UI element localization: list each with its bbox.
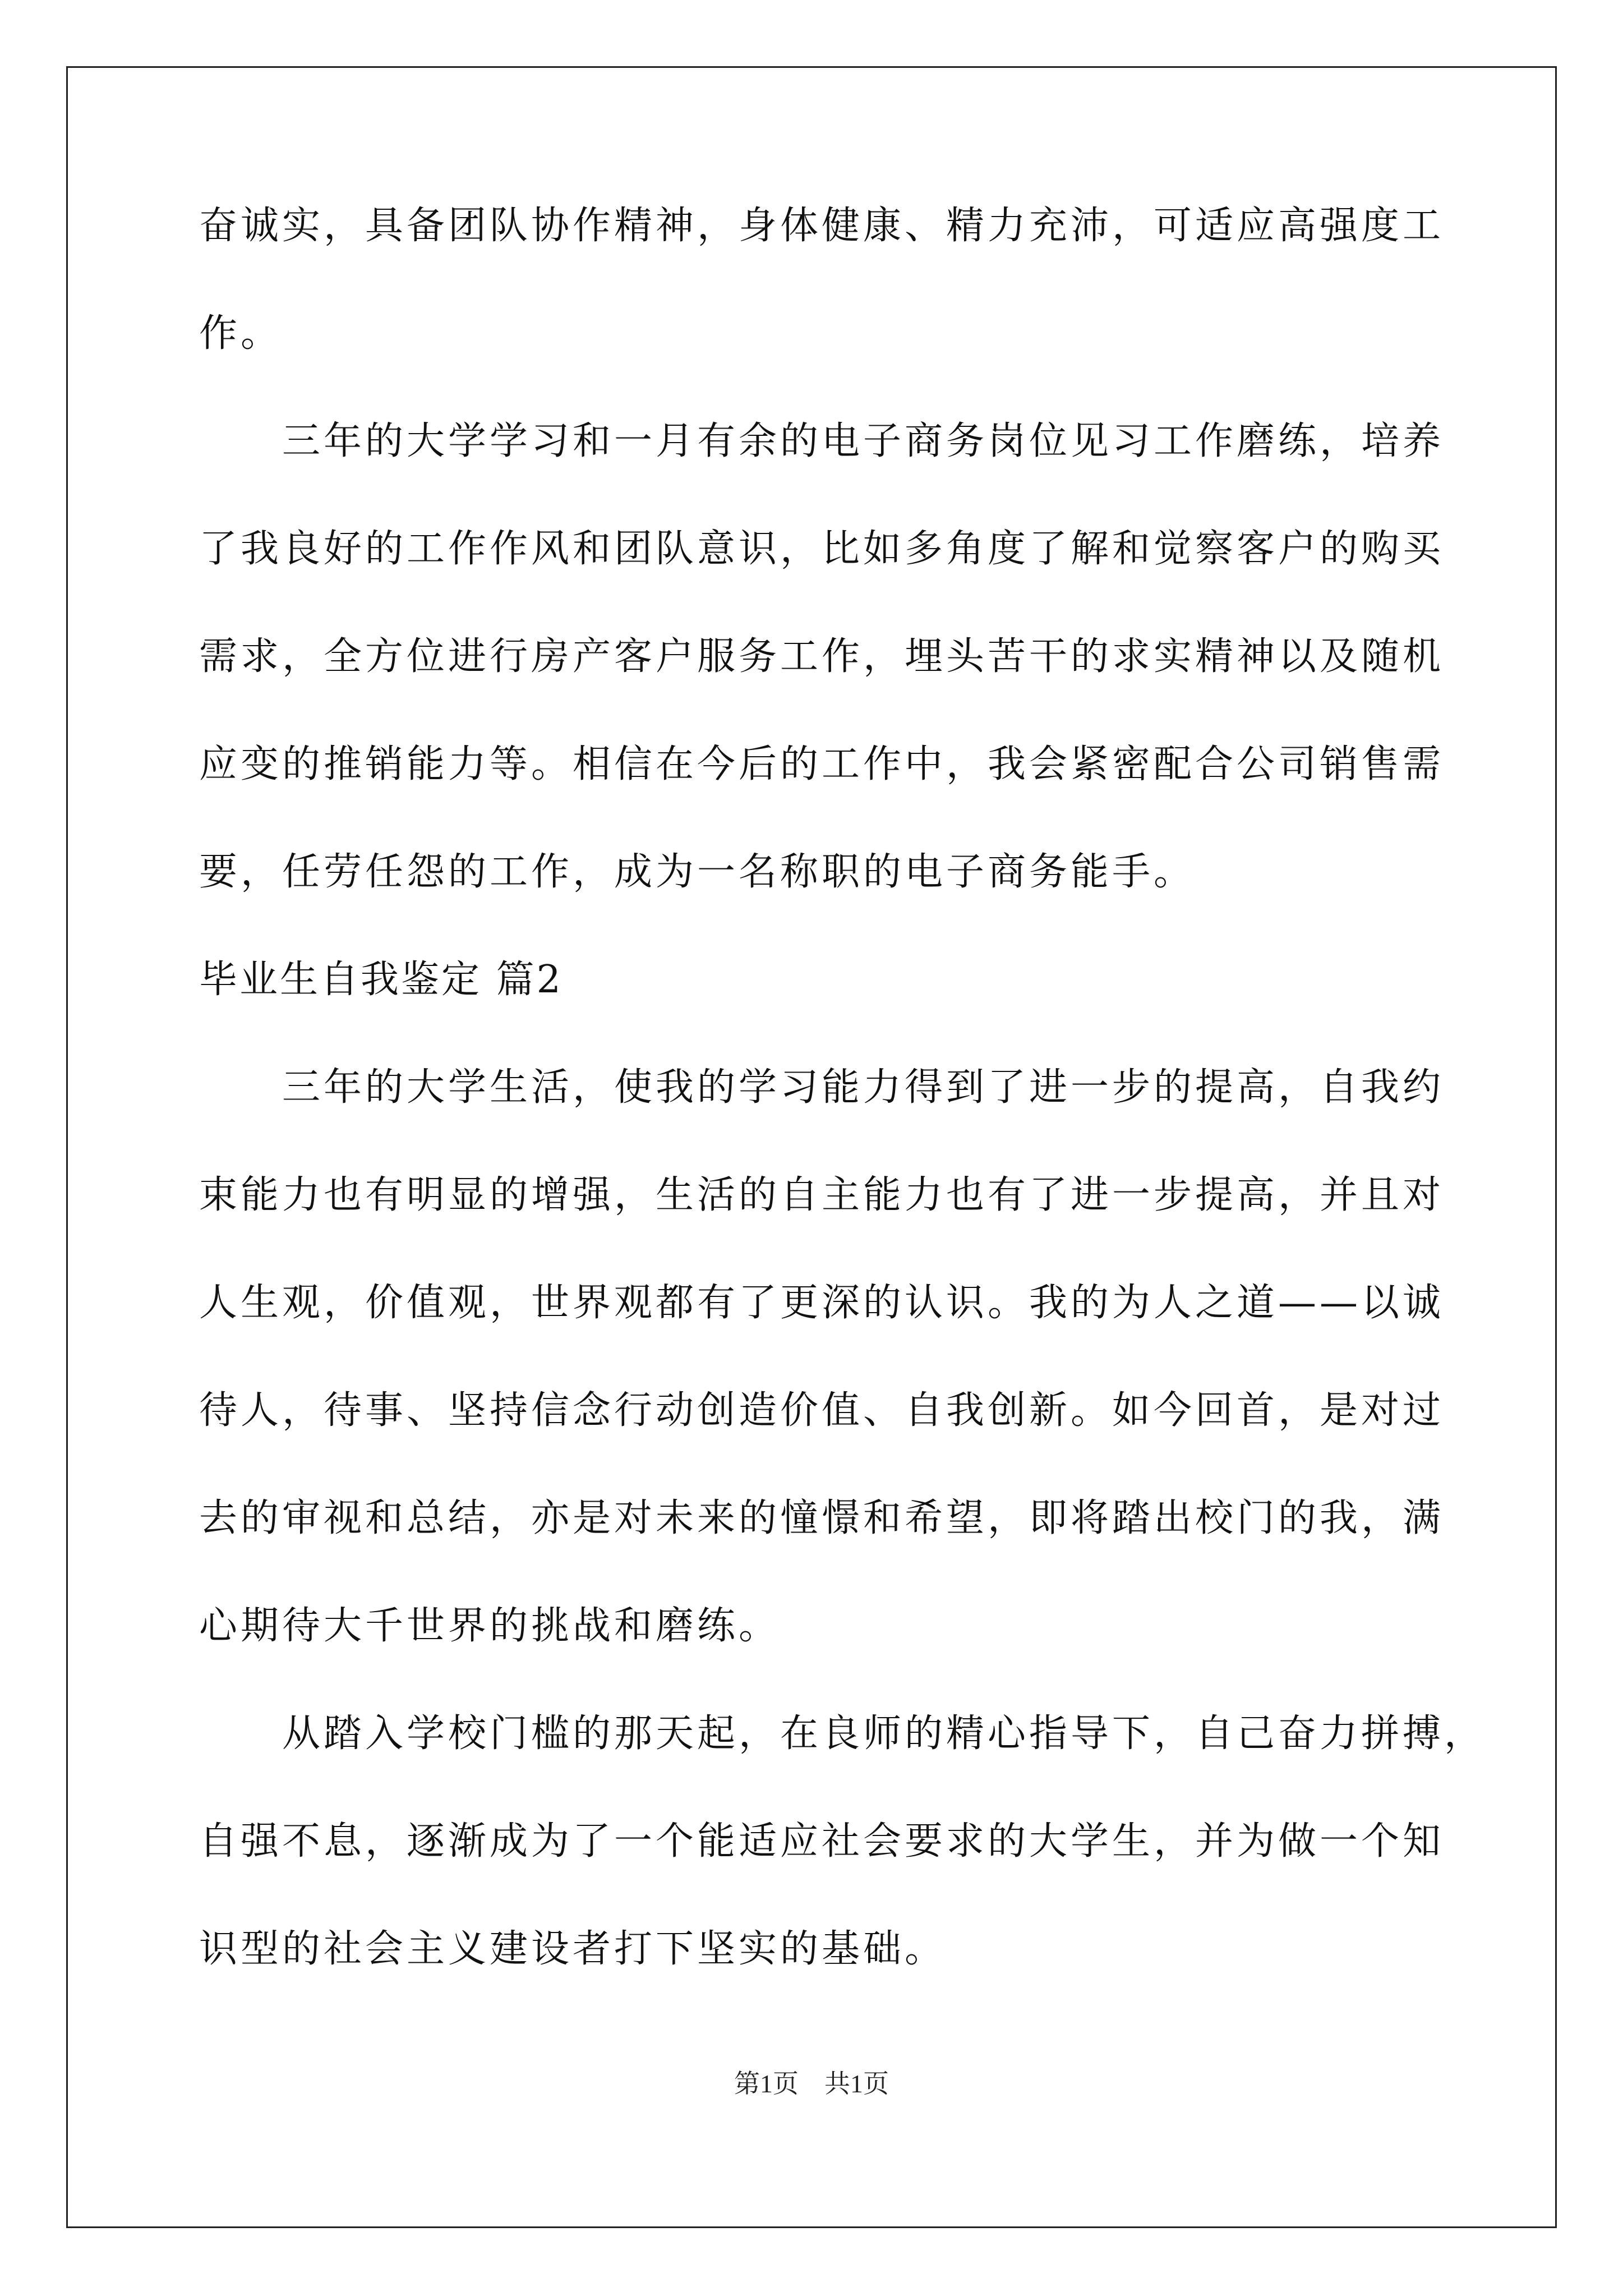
line-spacing	[199, 1330, 1461, 1384]
line-spacing	[199, 468, 1461, 522]
line-spacing	[199, 1761, 1461, 1815]
text-line: 自强不息，逐渐成为了一个能适应社会要求的大学生，并为做一个知	[199, 1819, 1445, 1864]
line-spacing	[199, 576, 1461, 630]
text-line: 要，任劳任怨的工作，成为一名称职的电子商务能手。	[199, 850, 1196, 894]
page-footer: 第1页 共1页	[734, 2069, 889, 2098]
line-spacing	[199, 1653, 1461, 1707]
text-line: 识型的社会主义建设者打下坚实的基础。	[199, 1927, 947, 1971]
line-spacing	[199, 1545, 1461, 1599]
line-spacing	[199, 1438, 1461, 1492]
line-spacing	[199, 684, 1461, 738]
section-heading: 毕业生自我鉴定 篇2	[199, 958, 563, 1002]
text-line: 心期待大千世界的挑战和磨练。	[199, 1604, 781, 1648]
text-line: 需求，全方位进行房产客户服务工作，埋头苦干的求实精神以及随机	[199, 634, 1445, 679]
line-spacing	[199, 1115, 1461, 1168]
text-line: 了我良好的工作作风和团队意识，比如多角度了解和觉察客户的购买	[199, 527, 1445, 571]
text-line: 三年的大学生活，使我的学习能力得到了进一步的提高，自我约	[199, 1065, 1445, 1110]
text-line: 去的审视和总结，亦是对未来的憧憬和希望，即将踏出校门的我，满	[199, 1496, 1445, 1540]
line-spacing	[199, 253, 1461, 307]
document-body	[199, 199, 1486, 1976]
text-line: 束能力也有明显的增强，生活的自主能力也有了进一步提高，并且对	[199, 1173, 1445, 1217]
text-line: 奋诚实，具备团队协作精神，身体健康、精力充沛，可适应高强度工	[199, 204, 1445, 248]
text-line: 应变的推销能力等。相信在今后的工作中，我会紧密配合公司销售需	[199, 742, 1445, 786]
text-line: 三年的大学学习和一月有余的电子商务岗位见习工作磨练，培养	[199, 419, 1445, 463]
line-spacing	[199, 1222, 1461, 1276]
line-spacing	[199, 361, 1461, 415]
text-line: 作。	[199, 311, 283, 356]
line-spacing	[199, 1007, 1461, 1061]
text-line: 人生观，价值观，世界观都有了更深的认识。我的为人之道——以诚	[199, 1281, 1445, 1325]
text-line: 从踏入学校门槛的那天起，在良师的精心指导下，自己奋力拼搏，	[199, 1711, 1486, 1756]
line-spacing	[199, 899, 1461, 953]
line-spacing	[199, 792, 1461, 845]
text-line: 待人，待事、坚持信念行动创造价值、自我创新。如今回首，是对过	[199, 1388, 1445, 1433]
line-spacing	[199, 1869, 1461, 1922]
